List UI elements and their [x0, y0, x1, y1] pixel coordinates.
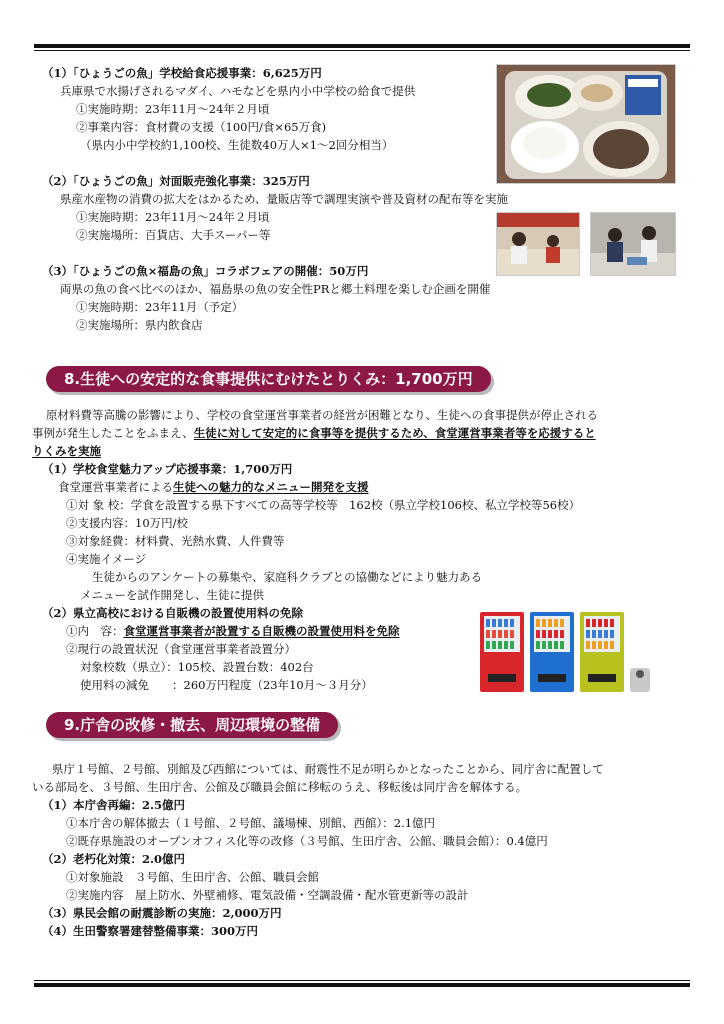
fish-school-lunch-desc: 兵庫県で水揚げされるマダイ、ハモなどを県内小中学校の給食で提供 — [60, 84, 416, 98]
vending-fee-detail-3: 対象校数（県立）：105校、設置台数：402台 — [80, 660, 314, 674]
section-9-heading: 9.庁舎の改修・撤去、周辺環境の整備 — [46, 712, 338, 738]
vending-machines-illustration — [478, 610, 656, 698]
cafeteria-support-detail-4: ④実施イメージ — [66, 552, 147, 566]
vending-fee-detail-1-emphasis: 食堂運営事業者が設置する自販機の設置使用料を免除 — [123, 624, 400, 638]
hq-reorg-title: （1）本庁舎再編：2.5億円 — [42, 798, 186, 812]
fish-sales-detail-1: ①実施時期：23年11月～24年２月頃 — [76, 210, 270, 224]
section-9-intro-line-2: いる部局を、３号館、生田庁舎、公館及び職員会館に移転のうえ、移転後は同庁舎を解体する。 — [32, 780, 528, 794]
vending-fee-detail-2: ②現行の設置状況（食堂運営事業者設置分） — [66, 642, 296, 656]
section-8-intro-emphasis: 生徒に対して安定的に食事等を提供するため、食堂運営事業者等を応援すると — [193, 426, 596, 440]
fish-school-lunch-title: （1）「ひょうごの魚」学校給食応援事業：6,625万円 — [42, 66, 322, 80]
fish-school-lunch-detail-1: ①実施時期：23年11月～24年２月頃 — [76, 102, 270, 116]
vending-fee-title: （2）県立高校における自販機の設置使用料の免除 — [42, 606, 303, 620]
vending-fee-detail-4: 使用料の減免 ：260万円程度（23年10月～３月分） — [80, 678, 373, 692]
cafeteria-support-detail-2: ②支援内容：10万円/校 — [66, 516, 189, 530]
collab-fair-title: （3）「ひょうごの魚×福島の魚」コラボフェアの開催：50万円 — [42, 264, 369, 278]
aging-measures-detail-2: ②実施内容 屋上防水、外壁補修、電気設備・空調設備・配水管更新等の設計 — [66, 888, 469, 902]
section-8-intro-plain: 事例が発生したことをふまえ、 — [32, 426, 194, 440]
fish-school-lunch-detail-2: ②事業内容：食材費の支援（100円/食×65万食) — [76, 120, 327, 134]
top-rule-thin — [34, 50, 690, 51]
fish-sales-desc: 県産水産物の消費の拡大をはかるため、量販店等で調理実演や普及資材の配布等を実施 — [60, 192, 509, 206]
hq-reorg-detail-2: ②既存県施設のオープンオフィス化等の改修（３号館、生田庁舎、公館、職員会館）：0.4億円 — [66, 834, 548, 848]
collab-fair-detail-2: ②実施場所：県内飲食店 — [76, 318, 203, 332]
top-rule — [34, 44, 690, 48]
bottom-rule-thin — [34, 980, 690, 981]
vending-fee-detail-1-plain: ①内 容： — [66, 624, 124, 638]
aging-measures-detail-1: ①対象施設 ３号館、生田庁舎、公館、職員会館 — [66, 870, 319, 884]
hall-seismic-title: （3）県民会館の耐震診断の実施：2,000万円 — [42, 906, 282, 920]
fish-sales-title: （2）「ひょうごの魚」対面販売強化事業：325万円 — [42, 174, 310, 188]
cafeteria-support-title: （1）学校食堂魅力アップ応援事業：1,700万円 — [42, 462, 293, 476]
cafeteria-support-detail-5: 生徒からのアンケートの募集や、家庭科クラブとの協働などにより魅力ある — [92, 570, 483, 584]
cafeteria-support-desc — [58, 480, 369, 495]
cafeteria-support-desc-emphasis: 生徒への魅力的なメニュー開発を支援 — [173, 480, 369, 494]
section-8-intro-line-1: 原材料費等高騰の影響により、学校の食堂運営事業者の経営が困難となり、生徒への食事提供が停止される — [46, 408, 598, 422]
police-rebuild-title: （4）生田警察署建替整備事業：300万円 — [42, 924, 259, 938]
section-9-intro-line-1: 県庁１号館、２号館、別館及び西館については、耐震性不足が明らかとなったことから、同庁舎に配置して — [52, 762, 604, 776]
collab-fair-desc: 両県の魚の食べ比べのほか、福島県の魚の安全性PRと郷土料理を楽しむ企画を開催 — [60, 282, 491, 296]
section-8-intro-line-2 — [32, 426, 596, 441]
aging-measures-title: （2）老朽化対策：2.0億円 — [42, 852, 186, 866]
fish-sales-detail-2: ②実施場所：百貨店、大手スーパー等 — [76, 228, 271, 242]
vending-fee-detail-1 — [66, 624, 400, 639]
hq-reorg-detail-1: ①本庁舎の解体撤去（１号館、２号館、議場棟、別館、西館）：2.1億円 — [66, 816, 436, 830]
store-demo-photo-2 — [590, 212, 676, 276]
store-demo-photo-1 — [496, 212, 580, 276]
fish-school-lunch-detail-3: （県内小中学校約1,100校、生徒数40万人×1～2回分相当） — [80, 138, 394, 152]
collab-fair-detail-1: ①実施時期：23年11月（予定） — [76, 300, 244, 314]
cafeteria-support-detail-6: メニューを試作開発し、生徒に提供 — [80, 588, 264, 602]
section-8-intro-line-3: りくみを実施 — [32, 444, 101, 458]
cafeteria-support-desc-plain: 食堂運営事業者による — [58, 480, 173, 494]
bottom-rule — [34, 983, 690, 987]
cafeteria-support-detail-1: ①対 象 校：学食を設置する県下すべての高等学校等 162校（県立学校106校、私立学校等56校） — [66, 498, 581, 512]
school-lunch-photo — [496, 64, 676, 184]
section-8-heading: 8.生徒への安定的な食事提供にむけたとりくみ：1,700万円 — [46, 366, 491, 392]
cafeteria-support-detail-3: ③対象経費：材料費、光熱水費、人件費等 — [66, 534, 285, 548]
